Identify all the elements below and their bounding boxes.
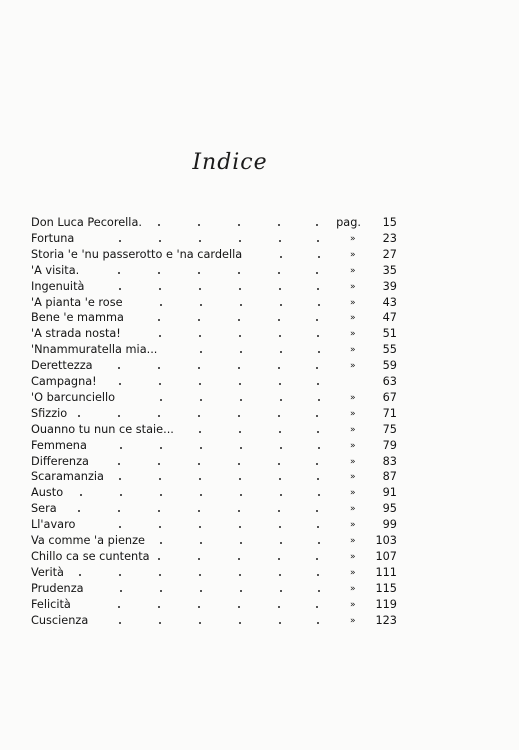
toc-entry bbox=[0, 374, 519, 390]
ditto-mark: » bbox=[350, 361, 356, 372]
leader-dot bbox=[239, 431, 241, 433]
toc-entry-page-number: 103 bbox=[375, 534, 397, 547]
toc-entry-page-number: 63 bbox=[382, 375, 397, 388]
leader-dot bbox=[278, 415, 280, 417]
leader-dot bbox=[280, 494, 282, 496]
leader-dot bbox=[278, 224, 280, 226]
toc-entry-page-number: 27 bbox=[382, 247, 397, 261]
dot-leader bbox=[0, 565, 519, 581]
leader-dot bbox=[239, 288, 241, 290]
leader-dot bbox=[199, 383, 201, 385]
toc-entry bbox=[0, 358, 519, 374]
leader-dot bbox=[158, 415, 160, 417]
leader-dot bbox=[279, 431, 281, 433]
leader-dot bbox=[278, 463, 280, 465]
toc-entry bbox=[0, 613, 519, 629]
leader-dot bbox=[316, 558, 318, 560]
toc-entry-title: 'O barcunciello bbox=[31, 390, 119, 406]
ditto-mark: » bbox=[350, 504, 356, 515]
leader-dot bbox=[158, 558, 160, 560]
page-title: Indice bbox=[192, 150, 268, 175]
leader-dot bbox=[316, 367, 318, 369]
toc-entry-page-number: 79 bbox=[382, 438, 397, 452]
toc-entry-title: Chillo ca se cuntenta bbox=[31, 549, 154, 565]
leader-dot bbox=[158, 606, 160, 608]
toc-entry-title: Femmena bbox=[31, 438, 91, 454]
toc-entry-page-number: 119 bbox=[375, 597, 397, 611]
ditto-mark: » bbox=[350, 297, 356, 308]
leader-dot bbox=[199, 622, 201, 624]
leader-dot bbox=[160, 447, 162, 449]
leader-dot bbox=[239, 240, 241, 242]
leader-dot bbox=[160, 304, 162, 306]
leader-dot bbox=[200, 447, 202, 449]
leader-dot bbox=[160, 494, 162, 496]
leader-dot bbox=[158, 510, 160, 512]
leader-dot bbox=[318, 399, 320, 401]
ditto-mark: » bbox=[350, 313, 356, 324]
leader-dot bbox=[199, 574, 201, 576]
leader-dot bbox=[118, 510, 120, 512]
toc-entry bbox=[0, 231, 519, 247]
toc-entry bbox=[0, 597, 519, 613]
toc-entry bbox=[0, 549, 519, 565]
leader-dot bbox=[279, 383, 281, 385]
leader-dot bbox=[280, 351, 282, 353]
leader-dot bbox=[199, 288, 201, 290]
toc-entry-title: Sera bbox=[31, 501, 61, 517]
toc-entry bbox=[0, 406, 519, 422]
leader-dot bbox=[240, 447, 242, 449]
leader-dot bbox=[318, 447, 320, 449]
leader-dot bbox=[198, 558, 200, 560]
leader-dot bbox=[200, 590, 202, 592]
toc-entry-page-number: 35 bbox=[382, 263, 397, 277]
toc-entry-page-number: 59 bbox=[382, 359, 397, 373]
toc-entry-title: Ouanno tu nun ce staie... bbox=[31, 422, 178, 438]
leader-dot bbox=[199, 335, 201, 337]
toc-entry-title: Austo bbox=[31, 485, 67, 501]
leader-dot bbox=[240, 399, 242, 401]
leader-dot bbox=[279, 288, 281, 290]
leader-dot bbox=[318, 494, 320, 496]
ditto-mark: » bbox=[350, 249, 356, 260]
leader-dot bbox=[280, 447, 282, 449]
leader-dot bbox=[200, 542, 202, 544]
toc-entry-page-number: 107 bbox=[375, 549, 397, 563]
leader-dot bbox=[78, 415, 80, 417]
ditto-mark: » bbox=[350, 536, 356, 546]
leader-dot bbox=[198, 224, 200, 226]
toc-entry bbox=[0, 533, 519, 549]
leader-dot bbox=[239, 622, 241, 624]
leader-dot bbox=[240, 494, 242, 496]
leader-dot bbox=[238, 606, 240, 608]
leader-dot bbox=[238, 319, 240, 321]
toc-entry-title: Felicità bbox=[31, 597, 75, 613]
ditto-mark: » bbox=[350, 345, 356, 356]
toc-entry-page-number: 83 bbox=[382, 454, 397, 468]
leader-dot bbox=[159, 335, 161, 337]
toc-entry bbox=[0, 485, 519, 501]
leader-dot bbox=[198, 510, 200, 512]
leader-dot bbox=[159, 383, 161, 385]
leader-dot bbox=[238, 510, 240, 512]
leader-dot bbox=[316, 463, 318, 465]
leader-dot bbox=[239, 526, 241, 528]
leader-dot bbox=[238, 272, 240, 274]
leader-dot bbox=[238, 415, 240, 417]
leader-dot bbox=[278, 319, 280, 321]
toc-entry-page-number: 71 bbox=[382, 406, 397, 420]
leader-dot bbox=[240, 542, 242, 544]
leader-dot bbox=[238, 463, 240, 465]
leader-dot bbox=[118, 463, 120, 465]
toc-entry-page-number: 51 bbox=[382, 327, 397, 341]
toc-entry-page-number: 115 bbox=[375, 581, 397, 595]
leader-dot bbox=[317, 383, 319, 385]
toc-entry-title: 'A visita. bbox=[31, 263, 83, 279]
leader-dot bbox=[240, 304, 242, 306]
toc-entry bbox=[0, 454, 519, 470]
leader-dot bbox=[78, 510, 80, 512]
toc-entry-title: Scaramanzia bbox=[31, 469, 108, 485]
ditto-mark: » bbox=[350, 583, 356, 594]
ditto-mark: » bbox=[350, 488, 356, 499]
leader-dot bbox=[160, 590, 162, 592]
leader-dot bbox=[80, 494, 82, 496]
leader-dot bbox=[159, 478, 161, 480]
ditto-mark: » bbox=[350, 472, 356, 483]
leader-dot bbox=[198, 463, 200, 465]
leader-dot bbox=[316, 224, 318, 226]
leader-dot bbox=[240, 590, 242, 592]
toc-entry-title: Va comme 'a pienze bbox=[31, 533, 149, 549]
toc-entry bbox=[0, 295, 519, 311]
leader-dot bbox=[318, 542, 320, 544]
ditto-mark: » bbox=[350, 599, 356, 610]
ditto-mark: » bbox=[350, 440, 356, 451]
toc-entry-title: Derettezza bbox=[31, 358, 97, 374]
ditto-mark: » bbox=[350, 408, 356, 419]
toc-entry bbox=[0, 342, 519, 358]
ditto-mark: » bbox=[350, 233, 356, 244]
leader-dot bbox=[278, 606, 280, 608]
dot-leader bbox=[0, 597, 519, 613]
toc-entry bbox=[0, 263, 519, 279]
leader-dot bbox=[120, 590, 122, 592]
leader-dot bbox=[119, 574, 121, 576]
leader-dot bbox=[278, 367, 280, 369]
leader-dot bbox=[316, 272, 318, 274]
leader-dot bbox=[317, 478, 319, 480]
leader-dot bbox=[199, 478, 201, 480]
leader-dot bbox=[119, 383, 121, 385]
leader-dot bbox=[160, 542, 162, 544]
leader-dot bbox=[199, 240, 201, 242]
leader-dot bbox=[317, 622, 319, 624]
leader-dot bbox=[317, 288, 319, 290]
toc-entry-title: Cuscienza bbox=[31, 613, 92, 629]
toc-entry-title: Prudenza bbox=[31, 581, 88, 597]
toc-entry-page-number: 123 bbox=[375, 613, 397, 627]
leader-dot bbox=[158, 463, 160, 465]
leader-dot bbox=[317, 240, 319, 242]
toc-entry-page-number: 111 bbox=[375, 565, 397, 579]
toc-entry bbox=[0, 469, 519, 485]
toc-entry-title: 'A pianta 'e rose bbox=[31, 295, 127, 311]
ditto-mark: » bbox=[350, 265, 356, 276]
toc-entry bbox=[0, 215, 519, 231]
leader-dot bbox=[279, 478, 281, 480]
leader-dot bbox=[238, 367, 240, 369]
leader-dot bbox=[159, 574, 161, 576]
dot-leader bbox=[0, 501, 519, 517]
toc-entry-page-number: 91 bbox=[382, 486, 397, 500]
ditto-mark: » bbox=[350, 281, 356, 292]
toc-entry-title: Bene 'e mamma bbox=[31, 310, 128, 326]
toc-entry-page-number: 43 bbox=[382, 295, 397, 309]
leader-dot bbox=[119, 478, 121, 480]
ditto-mark: » bbox=[350, 567, 356, 578]
toc-entry-page-number: 95 bbox=[382, 502, 397, 516]
leader-dot bbox=[158, 367, 160, 369]
page-label: pag. bbox=[336, 216, 361, 229]
toc-entry-title: Campagna! bbox=[31, 374, 101, 390]
toc-entry bbox=[0, 279, 519, 295]
leader-dot bbox=[279, 335, 281, 337]
leader-dot bbox=[238, 224, 240, 226]
leader-dot bbox=[318, 256, 320, 258]
leader-dot bbox=[159, 526, 161, 528]
leader-dot bbox=[120, 447, 122, 449]
leader-dot bbox=[119, 526, 121, 528]
toc-entry-page-number: 75 bbox=[382, 422, 397, 436]
toc-entry-title: 'A strada nosta! bbox=[31, 326, 125, 342]
leader-dot bbox=[279, 526, 281, 528]
toc-entry-title: Fortuna bbox=[31, 231, 78, 247]
leader-dot bbox=[158, 224, 160, 226]
leader-dot bbox=[120, 494, 122, 496]
toc-entry-title: Storia 'e 'nu passerotto e 'na cardella bbox=[31, 247, 246, 263]
leader-dot bbox=[159, 622, 161, 624]
ditto-mark: » bbox=[350, 551, 356, 562]
leader-dot bbox=[199, 431, 201, 433]
toc-entry bbox=[0, 517, 519, 533]
ditto-mark: » bbox=[350, 520, 356, 531]
leader-dot bbox=[316, 510, 318, 512]
leader-dot bbox=[239, 478, 241, 480]
leader-dot bbox=[278, 272, 280, 274]
toc-entry-page-number: 47 bbox=[382, 311, 397, 325]
toc-entry bbox=[0, 438, 519, 454]
dot-leader bbox=[0, 406, 519, 422]
leader-dot bbox=[198, 272, 200, 274]
leader-dot bbox=[280, 304, 282, 306]
leader-dot bbox=[317, 335, 319, 337]
ditto-mark: » bbox=[350, 456, 356, 467]
toc-entry bbox=[0, 310, 519, 326]
leader-dot bbox=[118, 415, 120, 417]
leader-dot bbox=[119, 288, 121, 290]
toc-entry-page-number: 67 bbox=[382, 390, 397, 404]
toc-entry-title: Differenza bbox=[31, 454, 93, 470]
leader-dot bbox=[278, 510, 280, 512]
ditto-mark: » bbox=[350, 615, 356, 626]
leader-dot bbox=[198, 319, 200, 321]
leader-dot bbox=[159, 240, 161, 242]
leader-dot bbox=[198, 415, 200, 417]
leader-dot bbox=[160, 399, 162, 401]
leader-dot bbox=[318, 304, 320, 306]
leader-dot bbox=[316, 415, 318, 417]
leader-dot bbox=[198, 606, 200, 608]
leader-dot bbox=[239, 383, 241, 385]
toc-entry-page-number: 23 bbox=[382, 231, 397, 245]
leader-dot bbox=[240, 351, 242, 353]
toc-entry-title: 'Nnammuratella mia... bbox=[31, 342, 161, 358]
leader-dot bbox=[238, 558, 240, 560]
leader-dot bbox=[239, 335, 241, 337]
toc-entry bbox=[0, 581, 519, 597]
toc-entry-page-number: 99 bbox=[382, 518, 397, 532]
toc-entry-page-number: 55 bbox=[382, 343, 397, 357]
toc-entry-title: Don Luca Pecorella. bbox=[31, 215, 146, 231]
ditto-mark: » bbox=[350, 392, 356, 403]
toc-entry-page-number: 87 bbox=[382, 470, 397, 484]
leader-dot bbox=[318, 590, 320, 592]
leader-dot bbox=[280, 399, 282, 401]
leader-dot bbox=[158, 319, 160, 321]
leader-dot bbox=[200, 351, 202, 353]
dot-leader bbox=[0, 485, 519, 501]
toc-entry-page-number: 15 bbox=[382, 216, 397, 229]
leader-dot bbox=[79, 574, 81, 576]
leader-dot bbox=[158, 272, 160, 274]
leader-dot bbox=[119, 240, 121, 242]
toc-entry-title: Verità bbox=[31, 565, 68, 581]
leader-dot bbox=[279, 574, 281, 576]
toc-entry bbox=[0, 501, 519, 517]
leader-dot bbox=[317, 431, 319, 433]
toc-entry bbox=[0, 422, 519, 438]
leader-dot bbox=[280, 590, 282, 592]
toc-entry bbox=[0, 390, 519, 406]
leader-dot bbox=[118, 606, 120, 608]
leader-dot bbox=[279, 240, 281, 242]
leader-dot bbox=[318, 351, 320, 353]
leader-dot bbox=[118, 272, 120, 274]
toc-entry bbox=[0, 247, 519, 263]
leader-dot bbox=[278, 558, 280, 560]
toc-entry-title: Sfizzio bbox=[31, 406, 71, 422]
leader-dot bbox=[316, 606, 318, 608]
toc-entry bbox=[0, 326, 519, 342]
leader-dot bbox=[280, 542, 282, 544]
ditto-mark: » bbox=[350, 424, 356, 435]
leader-dot bbox=[200, 399, 202, 401]
toc-entry-title: Ingenuità bbox=[31, 279, 88, 295]
ditto-mark: » bbox=[350, 329, 356, 340]
leader-dot bbox=[317, 526, 319, 528]
leader-dot bbox=[317, 574, 319, 576]
leader-dot bbox=[239, 574, 241, 576]
leader-dot bbox=[199, 526, 201, 528]
toc-entry-page-number: 39 bbox=[382, 279, 397, 293]
leader-dot bbox=[159, 288, 161, 290]
leader-dot bbox=[279, 622, 281, 624]
leader-dot bbox=[200, 304, 202, 306]
leader-dot bbox=[280, 256, 282, 258]
toc-entry-title: Ll'avaro bbox=[31, 517, 79, 533]
leader-dot bbox=[118, 367, 120, 369]
leader-dot bbox=[200, 494, 202, 496]
leader-dot bbox=[198, 367, 200, 369]
leader-dot bbox=[119, 622, 121, 624]
toc-entry bbox=[0, 565, 519, 581]
leader-dot bbox=[316, 319, 318, 321]
